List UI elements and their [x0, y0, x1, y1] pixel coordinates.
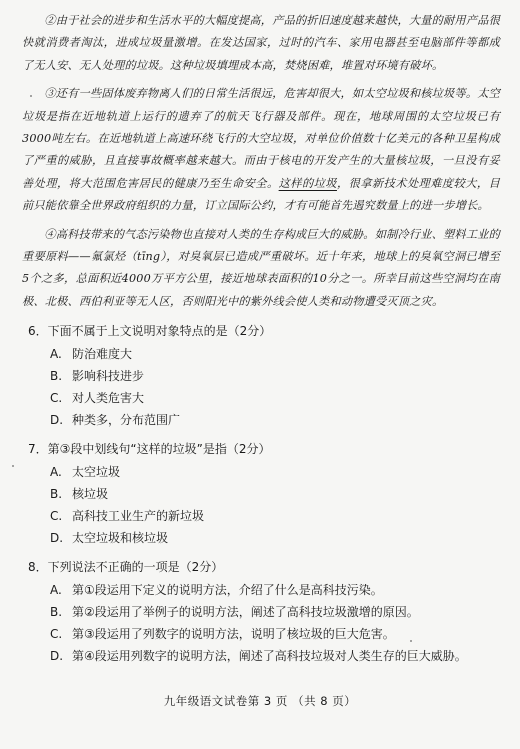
option-letter: A.: [50, 347, 62, 362]
option-b[interactable]: [50, 483, 500, 505]
option-d[interactable]: [50, 409, 500, 431]
option-text: 防治难度大: [72, 347, 133, 362]
question-8: [22, 557, 500, 667]
option-letter: B.: [50, 605, 63, 620]
option-letter: C.: [50, 391, 63, 406]
option-letter: D.: [50, 649, 64, 664]
option-letter: D.: [50, 413, 64, 428]
option-text: 种类多，分布范围广: [72, 413, 181, 428]
scan-speck: [12, 465, 14, 467]
option-text: 太空垃圾: [72, 465, 121, 480]
option-d[interactable]: [50, 527, 500, 549]
page-footer: 九年级语文试卷第 3 页 （共 8 页）: [163, 694, 357, 708]
option-text: 影响科技进步: [72, 369, 145, 384]
option-text: 第①段运用下定义的说明方法，介绍了什么是高科技污染。: [72, 583, 383, 598]
question-stem: 6．下面不属于上文说明对象特点的是（2分）: [28, 324, 272, 339]
option-letter: C.: [50, 627, 63, 642]
option-text: 太空垃圾和核垃圾: [72, 531, 169, 546]
option-letter: B.: [50, 369, 63, 384]
question-7: [22, 439, 500, 549]
option-c[interactable]: [50, 505, 500, 527]
option-letter: C.: [50, 509, 63, 524]
paragraph-3-text-end: ，很拿新技术处理难度较大，目前只能依靠全世界政府组织的力量，订立国际公约，才有可能首先遏究数量上的进一步增长。: [22, 176, 500, 213]
option-letter: A.: [50, 583, 62, 598]
option-c[interactable]: [50, 623, 500, 645]
option-text: 高科技工业生产的新垃圾: [72, 509, 205, 524]
option-a[interactable]: [50, 343, 500, 365]
option-letter: D.: [50, 531, 64, 546]
paragraph-3-text: ③还有一些固体废弃物离人们的日常生活很远，危害却很大，如太空垃圾和核垃圾等。太空垃圾是指在近地轨道上运行的遗弃了的航天飞行器及部件。现在，地球周围的太空垃圾已有3000吨左右。在近地轨道上高速环绕飞行的大空垃圾，对单位价值数十亿美元的各种卫星构成了严重的威胁，且直接事故概率越来越大。而由于核电的开发产生的大量核垃圾，一旦没有妥善处理，将大范围危害居民的健康乃至生命安全。: [22, 87, 500, 190]
passage-paragraph-4: ④高科技带来的气态污染物也直接对人类的生存构成巨大的威胁。如制冷行业、塑料工业的重要原料——氟氯烃（tīng），对臭氧层已造成严重破坏。近十年来，地球上的臭氧空洞已增至5个之多，总面积近4000万平方公里，接近地球表面积的10分之一。所幸目前这些空洞均在南极、北极、西伯利亚等无人区，否则阳光中的紫外线会使人类和动物遭受灭顶之灾。: [22, 227, 500, 308]
option-text: 第②段运用了举例子的说明方法，阐述了高科技垃圾激增的原因。: [72, 605, 419, 620]
option-a[interactable]: [50, 579, 500, 601]
underlined-phrase: 这样的垃圾: [278, 176, 337, 190]
option-text: 第③段运用了列数字的说明方法，说明了核垃圾的巨大危害。: [72, 627, 395, 642]
question-stem: 7．第③段中划线句“这样的垃圾”是指（2分）: [28, 442, 271, 457]
scan-speck: [30, 95, 32, 97]
option-c[interactable]: [50, 387, 500, 409]
option-text: 核垃圾: [72, 487, 109, 502]
option-text: 对人类危害大: [72, 391, 145, 406]
option-b[interactable]: [50, 601, 500, 623]
option-text: 第④段运用列数字的说明方法，阐述了高科技垃圾对人类生存的巨大威胁。: [72, 649, 467, 664]
option-letter: B.: [50, 487, 63, 502]
question-6: [22, 321, 500, 431]
passage-paragraph-2: ②由于社会的进步和生活水平的大幅度提高，产品的折旧速度越来越快，大量的耐用产品很快就消费者淘汰，进成垃圾量激增。在发达国家，过时的汽车、家用电器甚至电脑部件等都成了无人安、无人处理的垃圾。这种垃圾填埋成本高，焚烧困难，堆置对环境有破坏。: [22, 14, 500, 72]
option-letter: A.: [50, 465, 62, 480]
option-b[interactable]: [50, 365, 500, 387]
option-d[interactable]: [50, 645, 500, 667]
scan-speck: [410, 640, 412, 642]
question-stem: 8．下列说法不正确的一项是（2分）: [28, 560, 224, 575]
passage-paragraph-3: [22, 83, 500, 217]
option-a[interactable]: [50, 461, 500, 483]
